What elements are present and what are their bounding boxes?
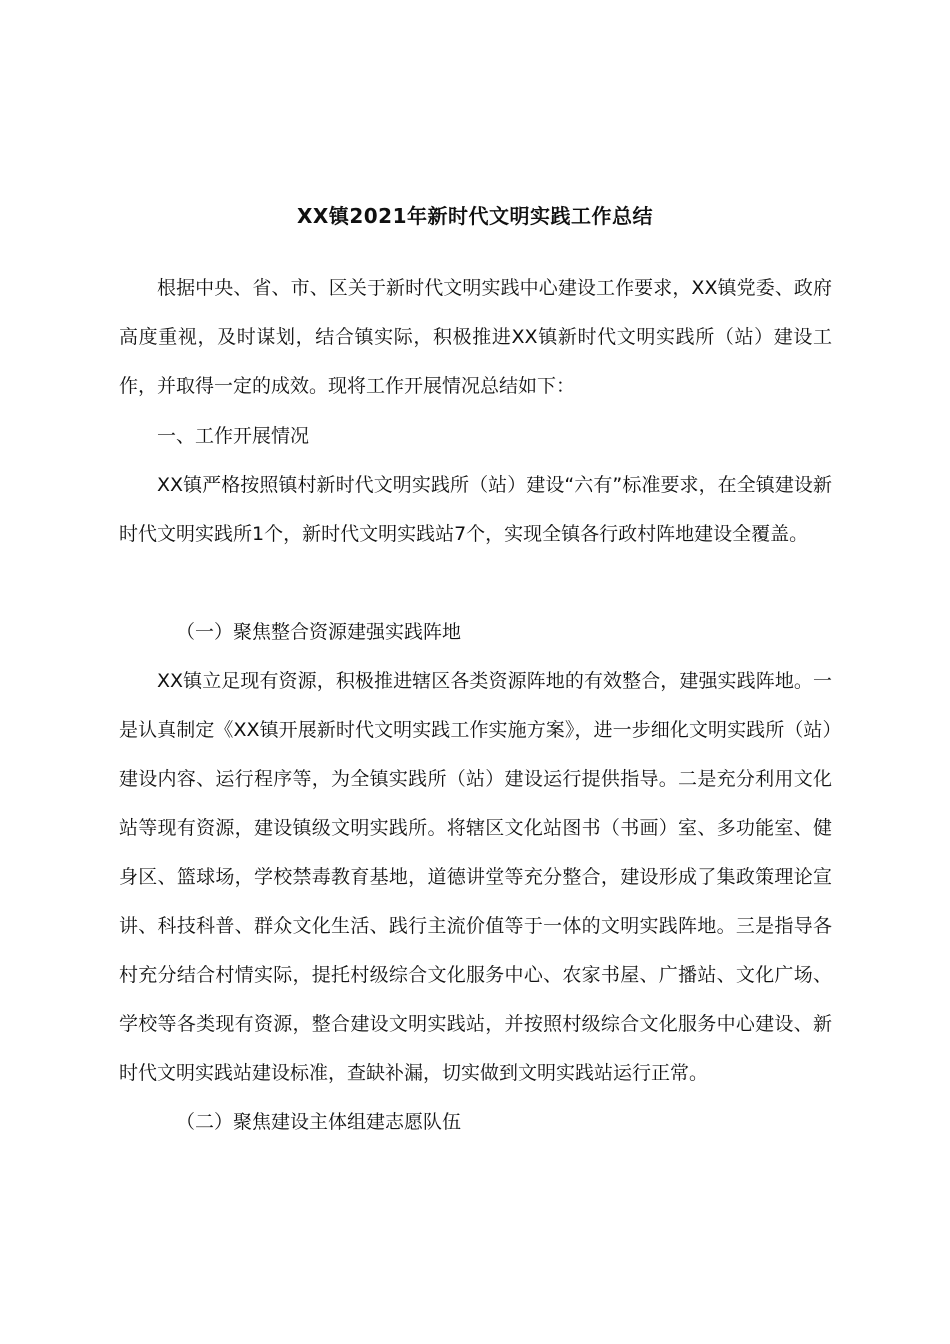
subsection-paragraph-1: XX镇立足现有资源，积极推进辖区各类资源阵地的有效整合，建强实践阵地。一是认真制定《XX镇开展新时代文明实践工作实施方案》，进一步细化文明实践所（站）建设内容、运行程序等，为全镇实践所（站）建设运行提供指导。二是充分利用文化站等现有资源，建设镇级文明实践所。将辖区文化站图书（书画）室、多功能室、健身区、篮球场，学校禁毒教育基地，道德讲堂等充分整合，建设形成了集政策理论宣讲、科技科普、群众文化生活、践行主流价值等于一体的文明实践阵地。三是指导各村充分结合村情实际，提托村级综合文化服务中心、农家书屋、广播站、文化广场、学校等各类现有资源，整合建设文明实践站，并按照村级综合文化服务中心建设、新时代文明实践站建设标准，查缺补漏，切实做到文明实践站运行正常。 xyxy=(119,670,832,1084)
subsection-heading-1: （一）聚焦整合资源建强实践阵地 xyxy=(176,621,462,643)
intro-paragraph: 根据中央、省、市、区关于新时代文明实践中心建设工作要求，XX镇党委、政府高度重视，及时谋划，结合镇实际，积极推进XX镇新时代文明实践所（站）建设工作，并取得一定的成效。现将工作开展情况总结如下： xyxy=(119,277,832,397)
section-heading-1: 一、工作开展情况 xyxy=(157,425,310,447)
document-title: XX镇2021年新时代文明实践工作总结 xyxy=(296,204,653,228)
section-paragraph-1: XX镇严格按照镇村新时代文明实践所（站）建设“六有”标准要求，在全镇建设新时代文明实践所1个，新时代文明实践站7个，实现全镇各行政村阵地建设全覆盖。 xyxy=(119,474,832,545)
subsection-heading-2: （二）聚焦建设主体组建志愿队伍 xyxy=(176,1111,462,1133)
